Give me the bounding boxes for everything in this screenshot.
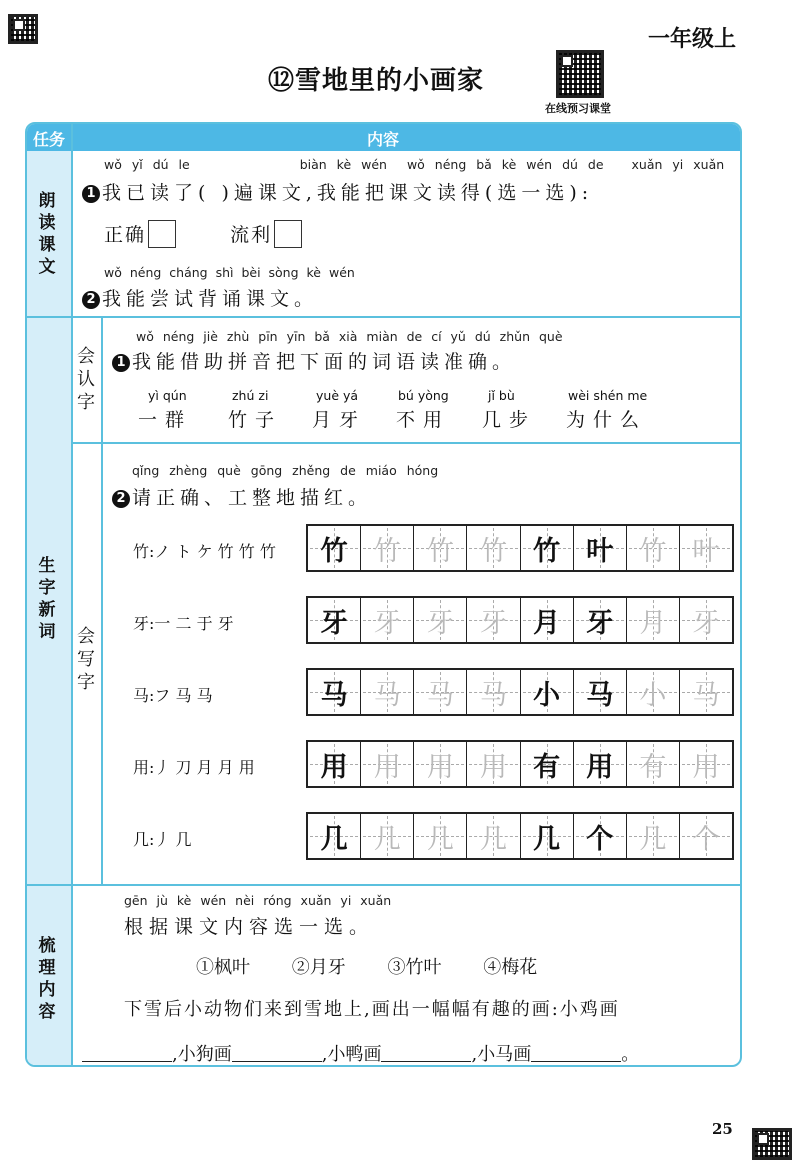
header-task: 任务 xyxy=(33,130,66,149)
summary-options xyxy=(196,953,573,979)
grid-cell[interactable]: 几 xyxy=(627,814,680,858)
grid-cell[interactable]: 个 xyxy=(680,814,732,858)
stroke-order: 马:フ 马 马 xyxy=(133,686,213,705)
word-pinyin: bú yòng xyxy=(398,388,449,403)
q1-line xyxy=(82,178,593,205)
label-write: 会写字 xyxy=(77,626,95,693)
recognize-line xyxy=(112,347,516,374)
grid-cell[interactable]: 马 xyxy=(574,670,627,714)
tracing-grid xyxy=(306,524,734,572)
grid-cell[interactable]: 个 xyxy=(574,814,627,858)
answer-blank-chick[interactable] xyxy=(82,1061,172,1062)
word-pinyin: yì qún xyxy=(148,388,187,403)
grid-cell[interactable]: 几 xyxy=(521,814,574,858)
grid-cell[interactable]: 用 xyxy=(467,742,520,786)
qr-code-preview[interactable] xyxy=(556,50,604,98)
grid-cell[interactable]: 小 xyxy=(521,670,574,714)
grid-cell[interactable]: 竹 xyxy=(308,526,361,570)
tracing-grid xyxy=(306,596,734,644)
q2-text: 我能尝试背诵课文。 xyxy=(102,288,319,310)
grid-cell[interactable]: 用 xyxy=(680,742,732,786)
word: 一群 xyxy=(138,409,193,431)
option-crescent[interactable]: ②月牙 xyxy=(291,957,346,978)
summary-sentence-1: 下雪后小动物们来到雪地上,画出一幅幅有趣的画:小鸡画 xyxy=(124,999,620,1020)
q2-pinyin: wǒ néng cháng shì bèi sòng kè wén xyxy=(104,265,355,280)
option-plum-blossom[interactable]: ④梅花 xyxy=(483,957,538,978)
grade-label: 一年级上 xyxy=(648,27,737,52)
grid-cell[interactable]: 几 xyxy=(308,814,361,858)
recognize-pinyin: wǒ néng jiè zhù pīn yīn bǎ xià miàn de cí yǔ dú zhǔn què xyxy=(136,329,563,344)
recognize-number: 1 xyxy=(112,354,130,372)
grid-cell[interactable]: 竹 xyxy=(521,526,574,570)
option-correct-label: 正确 xyxy=(104,224,147,246)
grid-cell[interactable]: 竹 xyxy=(414,526,467,570)
grid-cell[interactable]: 有 xyxy=(627,742,680,786)
section-label-read: 朗读课文 xyxy=(38,191,56,277)
option-bamboo-leaf[interactable]: ③竹叶 xyxy=(387,957,442,978)
grid-cell[interactable]: 月 xyxy=(627,598,680,642)
word-pinyin: wèi shén me xyxy=(568,388,648,403)
write-line xyxy=(112,483,372,510)
qr-caption: 在线预习课堂 xyxy=(545,102,611,115)
summary-sentence-2: ,小狗画 ,小鸭画 ,小马画 。 xyxy=(82,1040,639,1066)
option-fluent-label: 流利 xyxy=(230,224,273,246)
q1-options xyxy=(104,220,302,248)
qr-code-top-left xyxy=(8,14,38,44)
header-content: 内容 xyxy=(367,130,400,149)
qr-code-bottom-right xyxy=(752,1128,792,1160)
grid-cell[interactable]: 马 xyxy=(467,670,520,714)
recognize-text: 我能借助拼音把下面的词语读准确。 xyxy=(132,351,517,373)
grid-cell[interactable]: 几 xyxy=(361,814,414,858)
word: 竹子 xyxy=(228,409,283,431)
grid-cell[interactable]: 小 xyxy=(627,670,680,714)
label-recognize: 会认字 xyxy=(77,346,95,413)
grid-cell[interactable]: 用 xyxy=(361,742,414,786)
grid-cell[interactable]: 马 xyxy=(361,670,414,714)
grid-cell[interactable]: 用 xyxy=(308,742,361,786)
q2-number: 2 xyxy=(82,291,100,309)
tracing-grid xyxy=(306,740,734,788)
write-pinyin: qǐng zhèng què gōng zhěng de miáo hóng xyxy=(132,463,439,478)
grid-cell[interactable]: 牙 xyxy=(414,598,467,642)
grid-cell[interactable]: 马 xyxy=(680,670,732,714)
word-pinyin: zhú zi xyxy=(232,388,269,403)
tracing-grid xyxy=(306,812,734,860)
summary-pinyin: gēn jù kè wén nèi róng xuǎn yi xuǎn xyxy=(124,893,392,908)
write-text: 请正确、工整地描红。 xyxy=(132,487,373,509)
grid-cell[interactable]: 叶 xyxy=(680,526,732,570)
stroke-order: 竹:ノ ト ケ 竹 竹 竹 xyxy=(133,542,276,561)
grid-cell[interactable]: 竹 xyxy=(467,526,520,570)
stroke-order: 几:丿 几 xyxy=(133,830,192,849)
option-correct-checkbox[interactable] xyxy=(148,220,176,248)
option-fluent-checkbox[interactable] xyxy=(274,220,302,248)
word: 月牙 xyxy=(312,409,367,431)
grid-cell[interactable]: 叶 xyxy=(574,526,627,570)
grid-cell[interactable]: 牙 xyxy=(308,598,361,642)
lesson-number: ⑫ xyxy=(268,66,296,96)
section-label-chars: 生字新词 xyxy=(38,556,56,642)
stroke-order: 用:丿 刀 月 月 用 xyxy=(133,758,255,777)
word: 几步 xyxy=(482,409,537,431)
table-header xyxy=(27,124,740,151)
grid-cell[interactable]: 用 xyxy=(414,742,467,786)
grid-cell[interactable]: 牙 xyxy=(680,598,732,642)
grid-cell[interactable]: 用 xyxy=(574,742,627,786)
answer-blank-duck[interactable] xyxy=(381,1061,471,1062)
grid-cell[interactable]: 竹 xyxy=(627,526,680,570)
word: 为什么 xyxy=(566,409,648,431)
q1-number: 1 xyxy=(82,185,100,203)
grid-cell[interactable]: 月 xyxy=(521,598,574,642)
grid-cell[interactable]: 牙 xyxy=(361,598,414,642)
section-label-summary: 梳理内容 xyxy=(38,936,56,1022)
lesson-title: 雪地里的小画家 xyxy=(295,66,485,96)
q1-text: 我已读了( )遍课文,我能把课文读得(选一选): xyxy=(102,182,594,204)
grid-cell[interactable]: 牙 xyxy=(574,598,627,642)
grid-cell[interactable]: 几 xyxy=(467,814,520,858)
summary-instruction: 根据课文内容选一选。 xyxy=(124,916,375,938)
word-pinyin: yuè yá xyxy=(316,388,359,403)
tracing-grid xyxy=(306,668,734,716)
word: 不用 xyxy=(396,409,451,431)
page-title xyxy=(268,60,484,97)
grid-cell[interactable]: 马 xyxy=(308,670,361,714)
q2-line xyxy=(82,284,318,311)
word-pinyin: jǐ bù xyxy=(488,388,515,403)
q1-pinyin: wǒ yǐ dú le biàn kè wén wǒ néng bǎ kè wén dú de xuǎn yi xuǎn xyxy=(104,157,725,172)
grid-cell[interactable]: 竹 xyxy=(361,526,414,570)
grid-cell[interactable]: 牙 xyxy=(467,598,520,642)
page-number: 25 xyxy=(712,1120,733,1138)
grid-cell[interactable]: 马 xyxy=(414,670,467,714)
grid-cell[interactable]: 有 xyxy=(521,742,574,786)
answer-blank-horse[interactable] xyxy=(531,1061,621,1062)
stroke-order: 牙:一 二 于 牙 xyxy=(133,614,234,633)
option-maple-leaf[interactable]: ①枫叶 xyxy=(196,957,250,978)
answer-blank-dog[interactable] xyxy=(232,1061,322,1062)
write-number: 2 xyxy=(112,490,130,508)
grid-cell[interactable]: 几 xyxy=(414,814,467,858)
